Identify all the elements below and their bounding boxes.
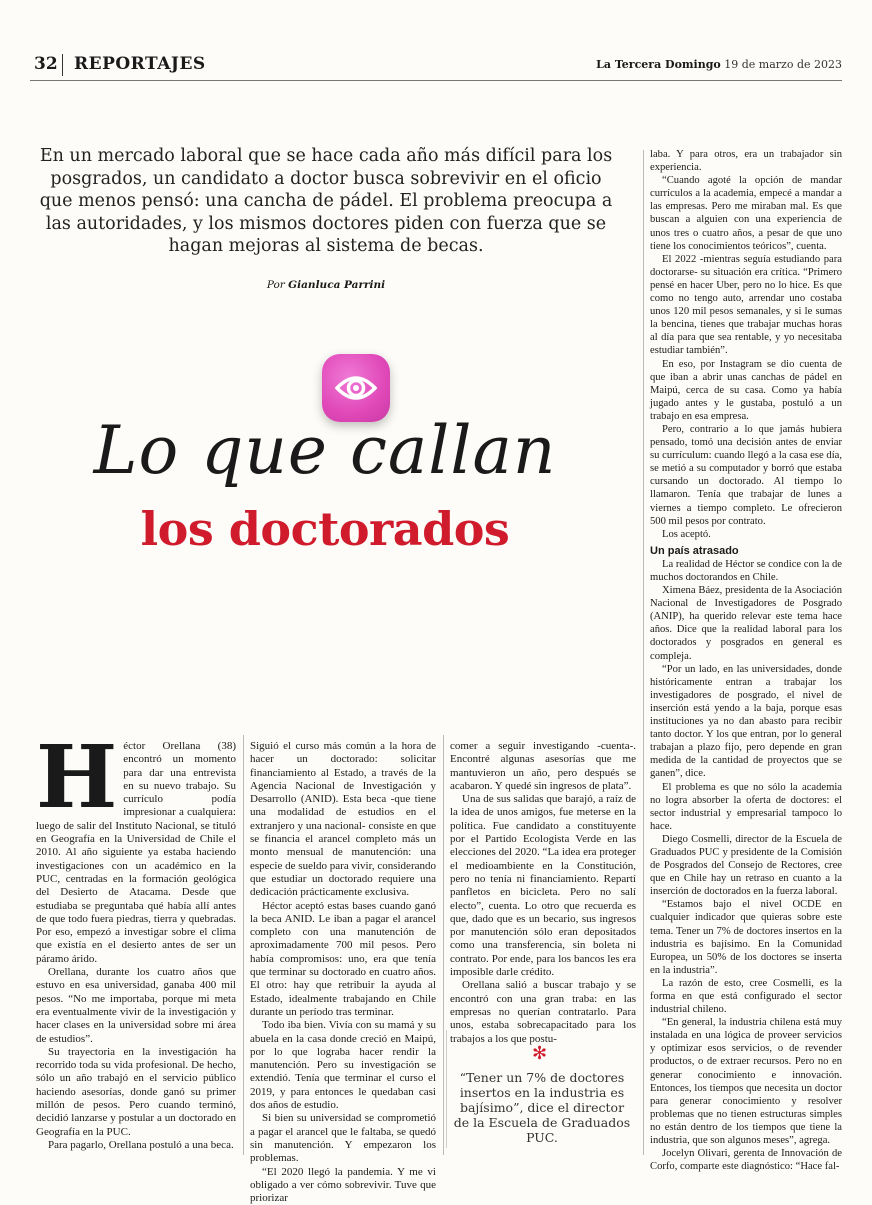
article-column-1 xyxy=(36,740,236,1152)
paragraph: Héctor aceptó estas bases cuando ganó la beca ANID. Le iban a pagar el arancel completo con una manutención de aproximadamente 700 mil pesos. Pero había compromisos: uno, era que tenía que terminar su doctorado en cuatro años. El otro: hay que retribuir la ayuda al Estado, idealmente trabajando en Chile durante un período tras terminar. xyxy=(250,900,436,1020)
paragraph: Todo iba bien. Vivía con su mamá y su abuela en la casa donde creció en Maipú, por lo que lograba hacer rendir la manutención. Pero su investigación se extendió. Tenía que terminar el curso el 2019, y para entonces le quedaban casi dos años de estudio. xyxy=(250,1019,436,1112)
byline-author: Gianluca Parrini xyxy=(288,279,385,291)
paragraph: Pero, contrario a lo que jamás hubiera pensado, tomó una decisión antes de enviar su currículum: cuando llegó a la casa ese día, se metió a su computador y borró que estaba cursando un doctorado. Al tiempo lo llamaron. Tenía que trabajar de lunes a viernes a tiempo completo. Le ofrecieron 500 mil pesos por contrato. xyxy=(650,423,842,528)
paragraph: “Cuando agoté la opción de mandar currículos a la academia, empecé a mandar a las empresas. Pero me miraban mal. Es que buscan a alguien con una experiencia de unos tres o cuatro años, a pesar de que uno tiene los conocimientos teóricos”, cuenta. xyxy=(650,174,842,253)
article-column-3 xyxy=(450,740,636,1046)
headline-line2: los doctorados xyxy=(45,502,605,556)
paragraph: “El 2020 llegó la pandemia. Y me vi obligado a ver cómo sobrevivir. Tuve que priorizar xyxy=(250,1166,436,1205)
publication-info xyxy=(596,58,842,71)
column-divider xyxy=(643,150,644,1155)
article-deck: En un mercado laboral que se hace cada año más difícil para los posgrados, un candidato a doctor busca sobrevivir en el oficio que menos pensó: una cancha de pádel. El problema preocupa a las autoridades, y los mismos doctores piden con fuerza que se hagan mejoras al sistema de becas. xyxy=(36,145,616,258)
paragraph: La realidad de Héctor se condice con la de muchos doctorandos en Chile. xyxy=(650,558,842,584)
paragraph: comer a seguir investigando -cuenta-. Encontré algunas asesorías que me mantuvieron un año, pero después se acabaron. Y quedé sin ingresos de plata”. xyxy=(450,740,636,793)
paragraph: Ximena Báez, presidenta de la Asociación Nacional de Investigadores de Posgrado (ANIP), ha querido relevar este tema hace años. Dice que la realidad laboral para los doctorados y posgrados en general es compleja. xyxy=(650,584,842,663)
paragraph: Su trayectoria en la investigación ha recorrido toda su vida profesional. De hecho, sólo un año trabajó en el servicio público haciendo asesorías, donde ganó su primer millón de pesos. Pero cuando terminó, decidió lanzarse y postular a un doctorado en Geografía en la PUC. xyxy=(36,1046,236,1139)
page-number: 32 xyxy=(34,54,58,74)
pull-quote: “Tener un 7% de doctores insertos en la industria es bajísimo”, dice el director de la Escuela de Graduados PUC. xyxy=(452,1070,632,1145)
paragraph: La razón de esto, cree Cosmelli, es la forma en que está configurado el sector industrial chileno. xyxy=(650,977,842,1016)
section-title: REPORTAJES xyxy=(74,54,206,74)
paragraph: El problema es que no sólo la academia no logra absorber la oferta de doctores: el sector industrial y empresarial tampoco lo hace. xyxy=(650,781,842,833)
paragraph: “En general, la industria chilena está muy instalada en una lógica de proveer servicios y optimizar esos servicios, o de revender productos, o de extraer recursos. Pero no en generar conocimiento e innovación. Entonces, los tiempos que necesita un doctor para generar conocimiento y resolver problemas que no tienen estructuras simples no están dentro de los tiempos que tiene la industria, que son algunos meses”, agrega. xyxy=(650,1016,842,1147)
page-header xyxy=(34,54,842,78)
paragraph: En eso, por Instagram se dio cuenta de que iban a abrir unas canchas de pádel en Maipú, cerca de su casa. Como ya había jugado antes y le gustaba, postuló a un trabajo en esa empresa. xyxy=(650,358,842,423)
column-divider xyxy=(243,735,244,1155)
paragraph: El 2022 -mientras seguía estudiando para doctorarse- su situación era crítica. “Primero pensé en hacer Uber, pero no lo hice. Es que como no tengo auto, arrendar uno costaba unos 120 mil pesos semanales, y si le sumas la bencina, tienes que trabajar muchas horas al día para que sea rentable, y yo necesitaba estudiar también”. xyxy=(650,253,842,358)
paragraph: Una de sus salidas que barajó, a raíz de la idea de unos amigos, fue meterse en la política. Fue candidato a constituyente por el Partido Ecologista Verde en las elecciones del 2020. “La idea era proteger el medioambiente en la Constitución, pero no tenía ni financiamiento. Repartí panfletos en bicicleta. Pero no salí electo”, cuenta. Lo otro que recuerda es que, dado que es un becario, sus ingresos por manutención sólo eran depositados como una transferencia, sin boleta ni contrato. Por ende, para los bancos les era imposible darle crédito. xyxy=(450,793,636,979)
article-column-2 xyxy=(250,740,436,1205)
header-rule xyxy=(30,80,842,81)
paragraph: “Estamos bajo el nivel OCDE en cualquier indicador que quieras sobre este tema. Tener un 7% de doctores insertos en la industria es bajísimo. En la Comunidad Europea, un 50% de los doctores se inserta en la industria”. xyxy=(650,898,842,977)
paragraph: éctor Orellana (38) encontró un momento para dar una entrevista en su nuevo trabajo. Su currículo podía impresionar a cualquiera: luego de salir del Instituto Nacional, se tituló en Geografía en la Universidad de Chile el 2010. Al año siguiente ya estaba haciendo investigaciones con un académico en la PUC, centradas en la formación geológica del Desierto de Atacama. Desde que estudiaba se preguntaba qué había allí antes de que todo fuera piedras, tierra y quebradas. Por eso, empezó a investigar sobre el clima que existía en el desierto antes de ser un páramo árido. xyxy=(36,740,236,966)
paragraph: Diego Cosmelli, director de la Escuela de Graduados PUC y presidente de la Comisión de Posgrados del Consejo de Rectores, cree que en Chile hay un retraso en cuanto a la inserción de doctorados en la fuerza laboral. xyxy=(650,833,842,898)
paragraph: laba. Y para otros, era un trabajador sin experiencia. xyxy=(650,148,842,174)
paragraph: Orellana salió a buscar trabajo y se encontró con una gran traba: en las empresas no querían contratarlo. Para unos, estaba sobrecapacitado para los trabajos a los que postu- xyxy=(450,979,636,1045)
headline-line1: Lo que callan xyxy=(45,412,605,489)
subheading: Un país atrasado xyxy=(650,545,842,558)
publication-date: 19 de marzo de 2023 xyxy=(724,58,842,71)
paragraph: Siguió el curso más común a la hora de hacer un doctorado: solicitar financiamiento al Estado, a través de la Agencia Nacional de Investigación y Desarrollo (ANID). Esta beca -que tiene una modalidad de estudios en el extranjero y una nacional- consiste en que se financia el arancel completo más un monto mensual de manutención: una especie de sueldo para vivir, considerando que estudiar un doctorado requiere una dedicación prácticamente exclusiva. xyxy=(250,740,436,900)
paragraph: Orellana, durante los cuatro años que estuvo en esa universidad, ganaba 400 mil pesos. “No me importaba, porque mi meta era eventualmente vivir de la investigación y hacer clases en la universidad sobre mi área de estudios”. xyxy=(36,966,236,1046)
dropcap: H xyxy=(36,742,117,814)
paragraph: “Por un lado, en las universidades, donde históricamente entran a trabajar los investigadores de posgrado, el nivel de inserción está yendo a la baja, porque esas instituciones ya no dan abasto para recibir tanto doctor. Y los que entran, por lo general trabajan a plazo fijo, pero depende en gran medida de la cantidad de proyectos que se ganen”, dice. xyxy=(650,663,842,781)
asterisk-icon: ✻ xyxy=(532,1043,547,1064)
column-divider xyxy=(443,735,444,1155)
byline-prefix: Por xyxy=(267,279,285,291)
article-column-4 xyxy=(650,148,842,1173)
header-divider xyxy=(62,54,63,76)
publication-name: La Tercera Domingo xyxy=(596,58,721,71)
byline xyxy=(36,279,616,291)
eye-icon xyxy=(334,368,378,408)
paragraph: Los aceptó. xyxy=(650,528,842,541)
paragraph: Jocelyn Olivari, gerenta de Innovación de Corfo, comparte este diagnóstico: “Hace fal- xyxy=(650,1147,842,1173)
paragraph: Si bien su universidad se comprometió a pagar el arancel que le faltaba, se quedó sin manutención. Y empezaron los problemas. xyxy=(250,1112,436,1165)
paragraph: Para pagarlo, Orellana postuló a una beca. xyxy=(36,1139,236,1152)
